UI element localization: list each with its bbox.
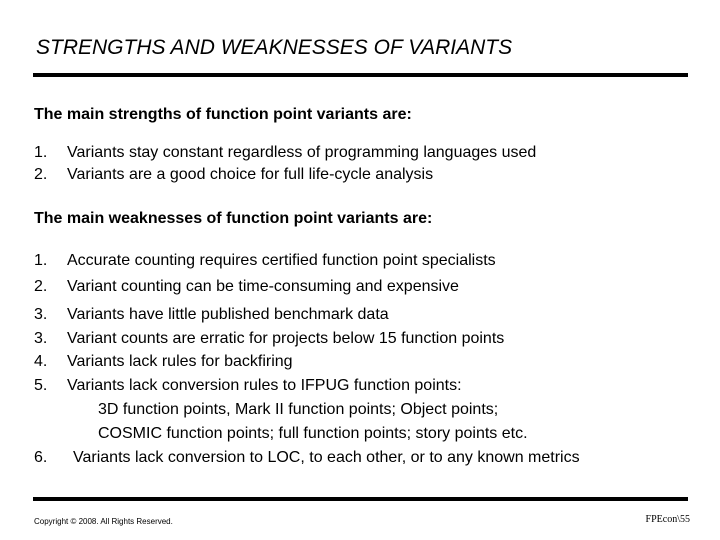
item-text: Variants lack rules for backfiring [67, 353, 293, 370]
footer-divider [33, 497, 688, 501]
item-number: 5. [34, 377, 48, 394]
strengths-heading: The main strengths of function point variants are: [34, 106, 412, 123]
item-number: 2. [34, 278, 48, 295]
item-text: Variant counting can be time-consuming and expensive [67, 278, 459, 295]
item-text: Variants are a good choice for full life-cycle analysis [67, 166, 434, 183]
slide-title: STRENGTHS AND WEAKNESSES OF VARIANTS [36, 36, 513, 59]
item-text: Variant counts are erratic for projects below 15 function points [67, 330, 505, 347]
item-number: 4. [34, 353, 48, 370]
item-text: Variants have little published benchmark data [67, 306, 389, 323]
item-text: Variants lack conversion to LOC, to each other, or to any known metrics [73, 449, 580, 466]
title-divider [33, 73, 688, 77]
item-number: 2. [34, 166, 48, 183]
item-text: 3D function points, Mark II function points; Object points; [98, 401, 499, 418]
copyright-notice: Copyright © 2008. All Rights Reserved. [34, 517, 173, 526]
item-text: Variants stay constant regardless of programming languages used [67, 144, 537, 161]
item-number: 1. [34, 252, 48, 269]
item-text: COSMIC function points; full function points; story points etc. [98, 425, 528, 442]
item-number: 3. [34, 330, 48, 347]
item-text: Accurate counting requires certified function point specialists [67, 252, 496, 269]
item-number: 6. [34, 449, 48, 466]
slide-reference: FPEcon\55 [645, 514, 690, 525]
item-text: Variants lack conversion rules to IFPUG function points: [67, 377, 462, 394]
item-number: 1. [34, 144, 48, 161]
weaknesses-heading: The main weaknesses of function point variants are: [34, 210, 433, 227]
item-number: 3. [34, 306, 48, 323]
